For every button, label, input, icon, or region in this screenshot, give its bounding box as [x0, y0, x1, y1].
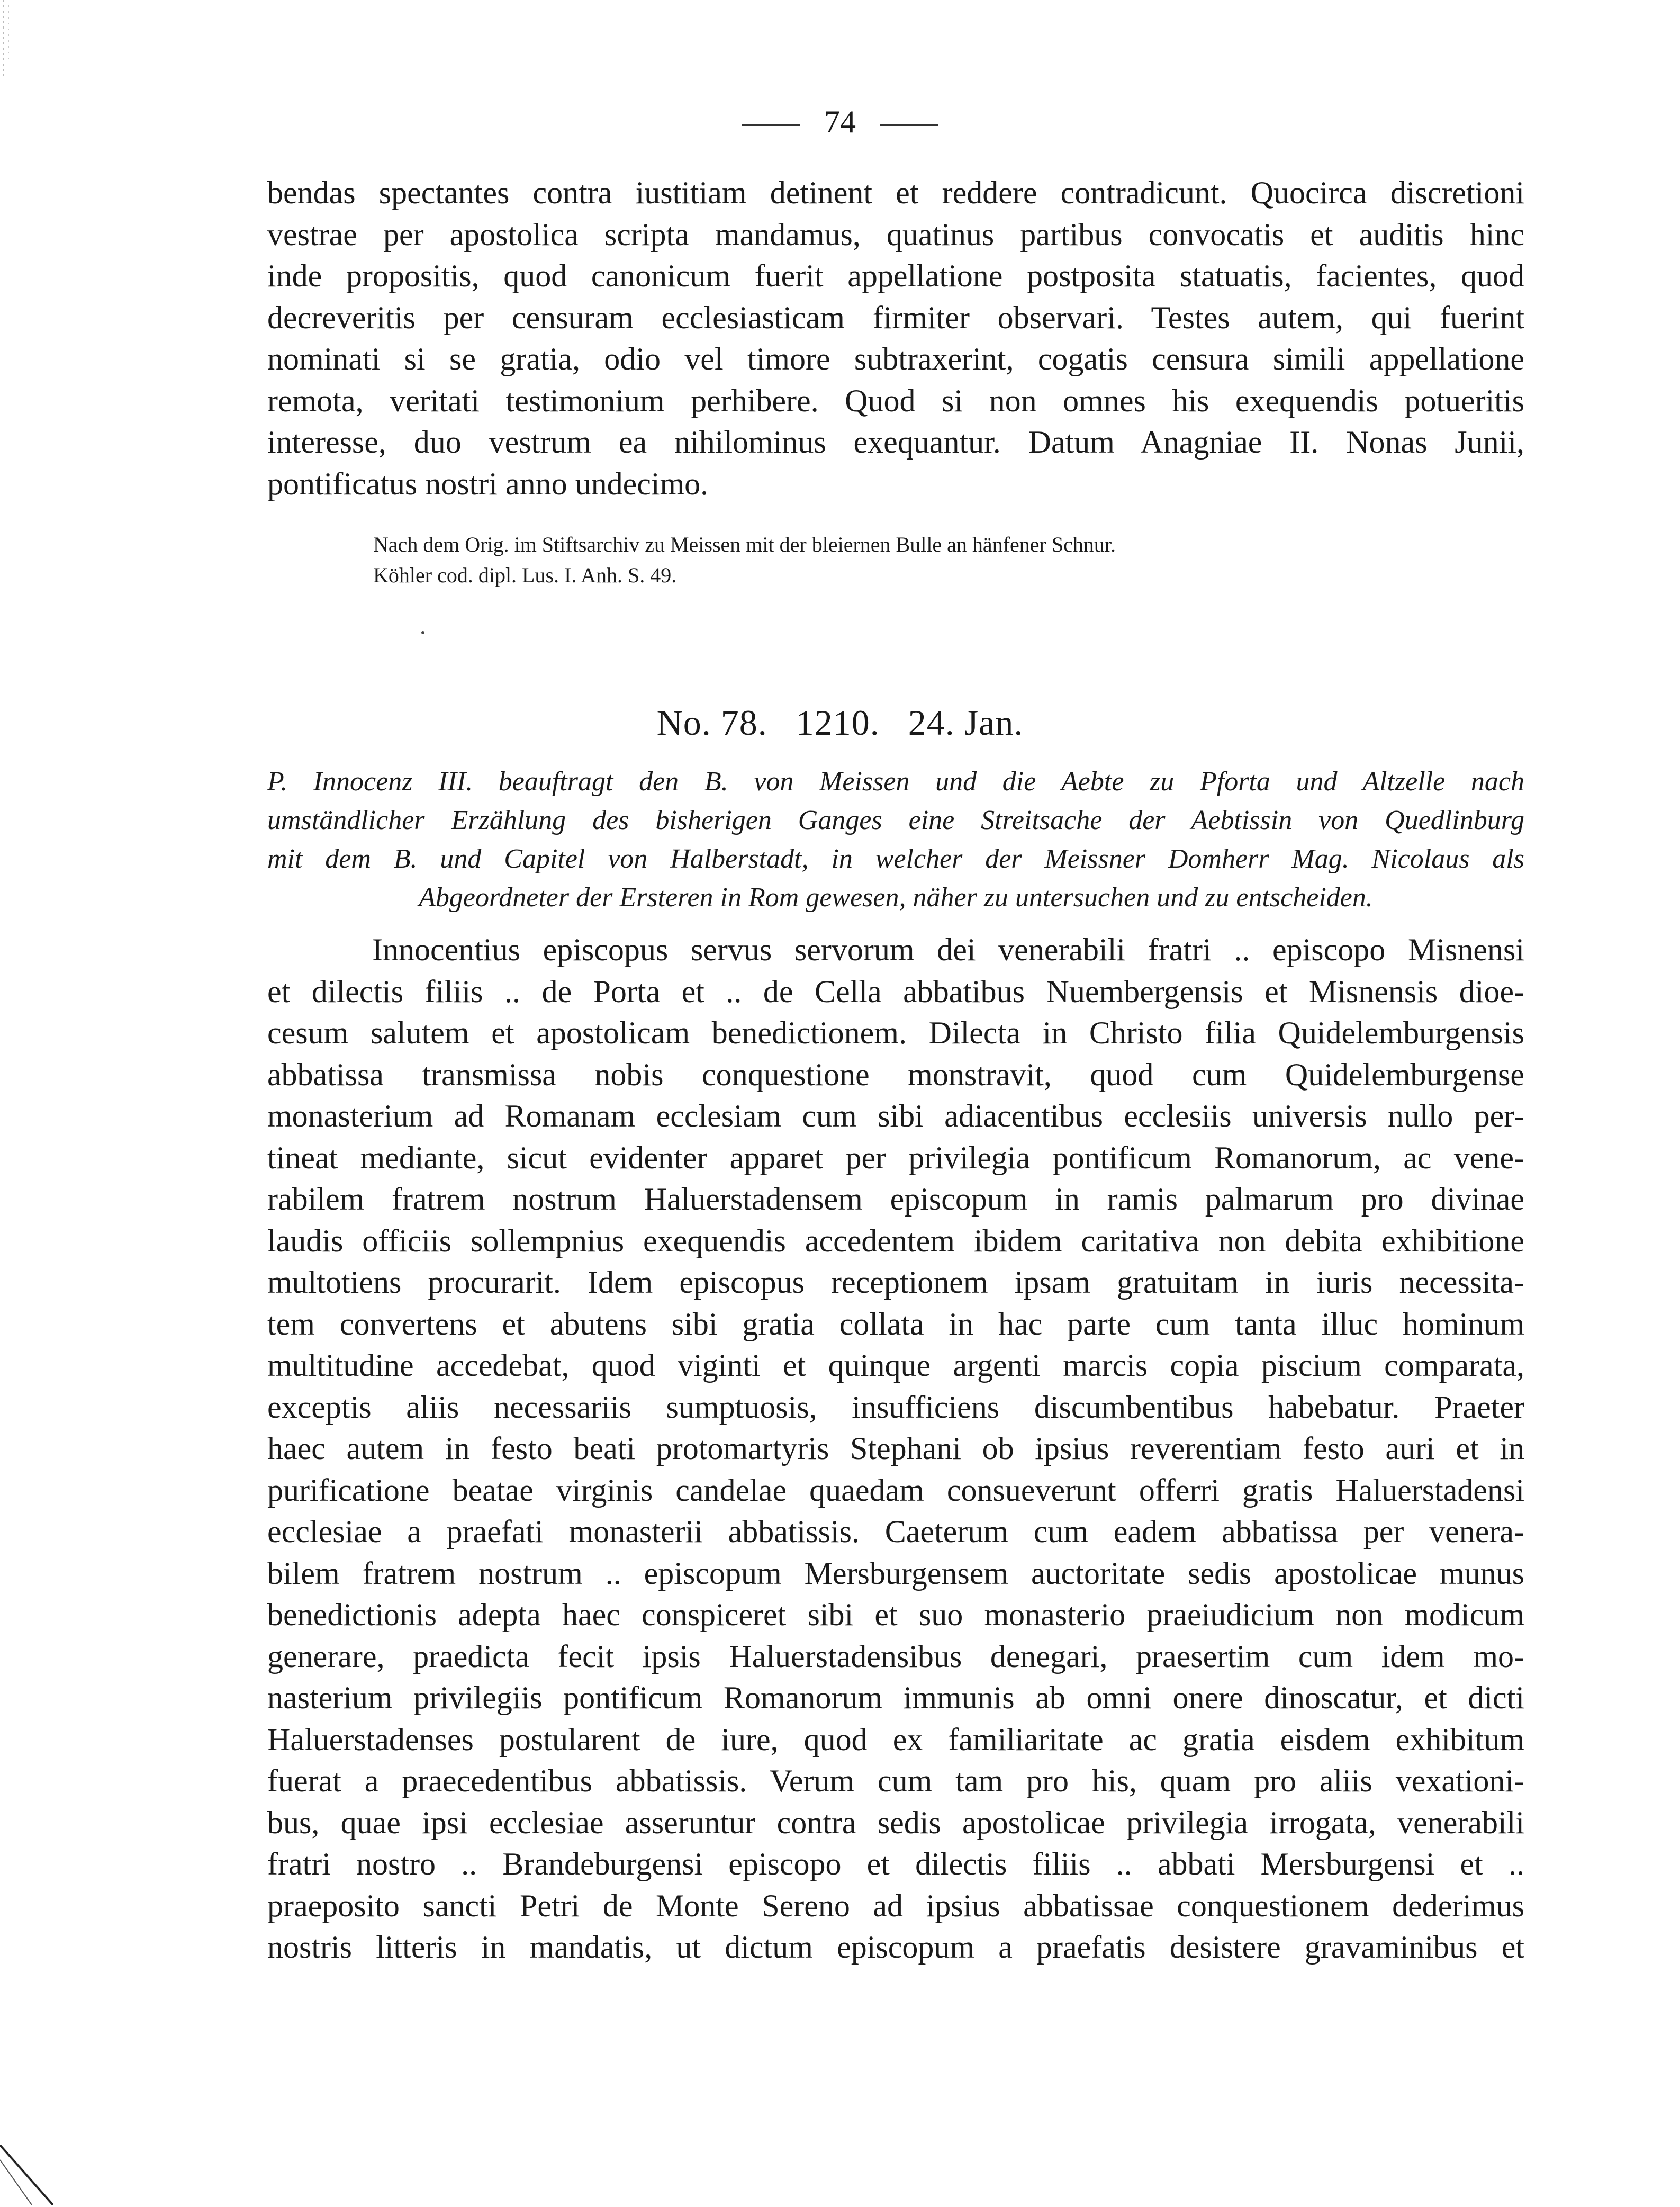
scan-edge-artifact	[0, 0, 15, 85]
text-line: laudis officiis sollempnius exequendis accedentem ibidem caritativa non debita exhibitione	[267, 1223, 1524, 1258]
summary-line: mit dem B. und Capitel von Halberstadt, in welcher der Meissner Domherr Mag. Nicolaus als	[267, 844, 1524, 874]
text-line: nasterium privilegiis pontificum Romanorum immunis ab omni onere dinoscatur, et dicti	[267, 1680, 1524, 1715]
text-line: nostris litteris in mandatis, ut dictum episcopum a praefatis desistere gravaminibus et	[267, 1930, 1524, 1965]
document-summary	[267, 762, 1524, 917]
text-line: abbatissa transmissa nobis conquestione monstravit, quod cum Quidelemburgense	[267, 1057, 1524, 1092]
summary-line: umständlicher Erzählung des bisherigen Ganges eine Streitsache der Aebtissin von Quedlinburg	[267, 805, 1524, 835]
page-number: 74	[824, 104, 856, 139]
document-heading: No. 78. 1210. 24. Jan.	[656, 702, 1024, 743]
continuation-text	[267, 172, 1524, 505]
text-line: Haluerstadenses postularent de iure, quod ex familiaritate ac gratia eisdem exhibitum	[267, 1722, 1524, 1757]
page-header	[0, 101, 1680, 143]
document-body	[267, 929, 1524, 1968]
text-line: praeposito sancti Petri de Monte Sereno ad ipsius abbatissae conquestionem dederimus	[267, 1888, 1524, 1923]
text-line: haec autem in festo beati protomartyris Stephani ob ipsius reverentiam festo auri et in	[267, 1431, 1524, 1466]
text-line: ecclesiae a praefati monasterii abbatissis. Caeterum cum eadem abbatissa per venera-	[267, 1514, 1524, 1549]
header-rule-right	[880, 124, 938, 126]
text-line: nominati si se gratia, odio vel timore subtraxerint, cogatis censura simili appellatione	[267, 341, 1524, 376]
note-line: Köhler cod. dipl. Lus. I. Anh. S. 49.	[373, 563, 677, 587]
print-speck	[421, 631, 424, 634]
text-line: et dilectis filiis .. de Porta et .. de Cella abbatibus Nuembergensis et Misnensis dioe-	[267, 974, 1524, 1009]
summary-line: P. Innocenz III. beauftragt den B. von Meissen und die Aebte zu Pforta und Altzelle nach	[267, 767, 1524, 797]
text-line: fuerat a praecedentibus abbatissis. Verum cum tam pro his, quam pro aliis vexationi-	[267, 1763, 1524, 1798]
note-line: Nach dem Orig. im Stiftsarchiv zu Meissen mit der bleiernen Bulle an hänfener Schnur.	[373, 533, 1116, 556]
text-line: tineat mediante, sicut evidenter apparet per privilegia pontificum Romanorum, ac vene-	[267, 1140, 1524, 1175]
text-line: rabilem fratrem nostrum Haluerstadensem episcopum in ramis palmarum pro divinae	[267, 1182, 1524, 1217]
text-line: Innocentius episcopus servus servorum dei venerabili fratri .. episcopo Misnensi	[372, 932, 1524, 967]
text-line: remota, veritati testimonium perhibere. Quod si non omnes his exequendis potueritis	[267, 383, 1524, 418]
summary-line: Abgeordneter der Ersteren in Rom gewesen, näher zu untersuchen und zu entscheiden.	[419, 882, 1373, 913]
text-line: cesum salutem et apostolicam benedictionem. Dilecta in Christo filia Quidelemburgensis	[267, 1015, 1524, 1050]
text-line: generare, praedicta fecit ipsis Haluerstadensibus denegari, praesertim cum idem mo-	[267, 1638, 1524, 1674]
text-line: bus, quae ipsi ecclesiae asseruntur contra sedis apostolicae privilegia irrogata, venerabili	[267, 1805, 1524, 1840]
text-line: fratri nostro .. Brandeburgensi episcopo et dilectis filiis .. abbati Mersburgensi et ..	[267, 1846, 1524, 1881]
text-line: monasterium ad Romanam ecclesiam cum sibi adiacentibus ecclesiis universis nullo per-	[267, 1098, 1524, 1133]
text-line: benedictionis adepta haec conspiceret sibi et suo monasterio praeiudicium non modicum	[267, 1597, 1524, 1632]
text-line: pontificatus nostri anno undecimo.	[267, 466, 709, 501]
text-line: bendas spectantes contra iustitiam detinent et reddere contradicunt. Quocirca discretioni	[267, 175, 1524, 210]
header-rule-left	[742, 124, 800, 126]
source-note	[373, 529, 1379, 591]
text-line: multotiens procurarit. Idem episcopus receptionem ipsam gratuitam in iuris necessita-	[267, 1265, 1524, 1300]
text-line: interesse, duo vestrum ea nihilominus exequantur. Datum Anagniae II. Nonas Junii,	[267, 425, 1524, 460]
text-line: vestrae per apostolica scripta mandamus, quatinus partibus convocatis et auditis hinc	[267, 217, 1524, 252]
text-line: exceptis aliis necessariis sumptuosis, insufficiens discumbentibus habebatur. Praeter	[267, 1389, 1524, 1425]
corner-scan-artifact	[0, 2139, 58, 2207]
text-line: bilem fratrem nostrum .. episcopum Mersburgensem auctoritate sedis apostolicae munus	[267, 1555, 1524, 1591]
text-line: tem convertens et abutens sibi gratia collata in hac parte cum tanta illuc hominum	[267, 1306, 1524, 1341]
text-line: multitudine accedebat, quod viginti et quinque argenti marcis copia piscium comparata,	[267, 1348, 1524, 1383]
text-line: purificatione beatae virginis candelae quaedam consueverunt offerri gratis Haluerstadensi	[267, 1472, 1524, 1508]
text-line: inde propositis, quod canonicum fuerit appellatione postposita statuatis, facientes, quod	[267, 258, 1524, 293]
text-line: decreveritis per censuram ecclesiasticam firmiter observari. Testes autem, qui fuerint	[267, 300, 1524, 335]
